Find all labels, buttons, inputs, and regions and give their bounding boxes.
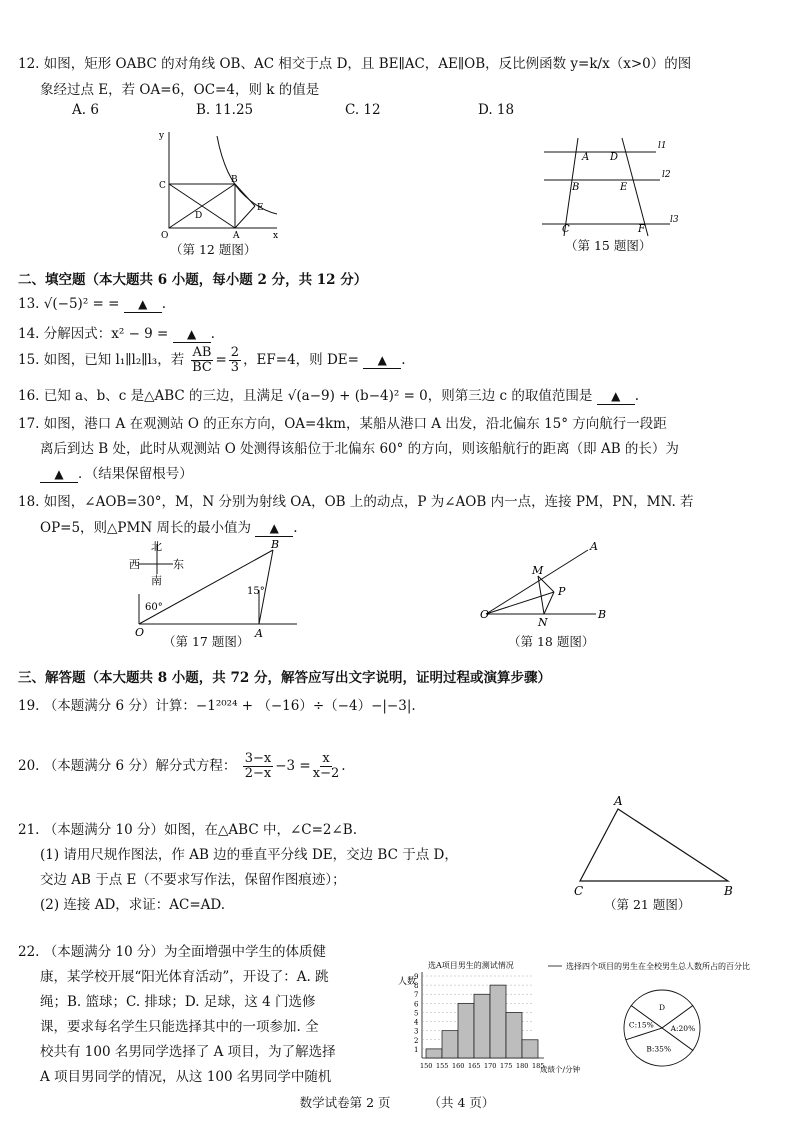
q15-val-den: 3: [230, 360, 240, 375]
q20-right-den: x−2: [312, 766, 340, 781]
fig12-label-c: C: [159, 181, 166, 191]
histogram-x-tick: 170: [484, 1062, 497, 1070]
fig15-label-l1: l1: [658, 141, 667, 151]
figure-18: [478, 540, 608, 635]
q12-option-c: C. 12: [345, 102, 381, 118]
histogram-bar: [522, 1040, 538, 1058]
q15-eq: =: [215, 352, 227, 368]
pie-svg: [540, 958, 790, 1078]
histogram-y-tick: 6: [414, 1000, 419, 1009]
figure-21: [570, 795, 740, 900]
q16-text: 16. 已知 a、b、c 是△ABC 的三边，且满足 √(a−9) + (b−4)² = 0，则第三边 c 的取值范围是: [18, 388, 593, 404]
histogram-x-tick: 180: [516, 1062, 529, 1070]
fig18-label-p: P: [558, 585, 566, 598]
fig15-label-a: A: [582, 152, 590, 163]
fig12-label-o: O: [161, 231, 169, 241]
figure-17: [125, 540, 305, 645]
fig21-label-a: A: [614, 794, 623, 808]
q15-val-num: 2: [230, 345, 240, 360]
q21-line3: 交边 AB 于点 E（不要求写作法，保留作图痕迹）；: [40, 872, 346, 888]
q18-blank: [255, 520, 293, 537]
fig17-label-west: 西: [129, 558, 140, 571]
fig17-label-15: 15°: [247, 586, 265, 597]
q17-line2: 离后到达 B 处，此时从观测站 O 处测得该船位于北偏东 60° 的方向，则该船航行的距离（即 AB 的长）为: [40, 441, 679, 457]
fig18-label-o: O: [480, 608, 490, 621]
histogram-y-tick: 5: [414, 1009, 419, 1018]
fig15-label-l3: l3: [670, 215, 679, 225]
q20-mid: −3 =: [275, 758, 311, 774]
q15-tail: .: [401, 352, 406, 368]
histogram-y-tick: 8: [414, 982, 419, 991]
q15-ratio-fraction: [191, 346, 214, 375]
histogram-x-tick: 160: [452, 1062, 465, 1070]
q20: [18, 752, 346, 781]
q13-expr: √(−5)² = =: [43, 296, 120, 312]
histogram-title: 选A项目男生的测试情况: [428, 961, 514, 970]
fig21-label-b: B: [724, 884, 733, 898]
fig18-label-n: N: [538, 616, 548, 629]
fig17-label-north: 北: [151, 540, 162, 553]
q20-right-num: x: [322, 751, 330, 766]
section-2-heading: 二、填空题（本大题共 6 小题，每小题 2 分，共 12 分）: [18, 272, 368, 288]
figure-12: [155, 128, 285, 243]
fig15-label-c: C: [562, 224, 570, 235]
answer-triangle-icon: ▲: [138, 297, 148, 311]
q16-tail: .: [634, 388, 639, 404]
histogram-y-tick: 2: [414, 1036, 419, 1045]
figure-15: [540, 132, 680, 242]
histogram-ylabel: 人数: [398, 977, 417, 987]
q22-line3: 绳；B. 篮球；C. 排球；D. 足球，这 4 门选修: [40, 994, 316, 1010]
histogram-x-tick: 155: [436, 1062, 449, 1070]
q15-pre: 15. 如图，已知 l₁∥l₂∥l₃，若: [18, 352, 185, 368]
q18-line2: [40, 516, 298, 537]
q16-blank: [597, 388, 635, 405]
pie-title: 选择四个项目的男生在全校男生总人数所占的百分比: [566, 962, 750, 971]
answer-triangle-icon: ▲: [187, 327, 197, 341]
q22-line1: 22. （本题满分 10 分）为全面增强中学生的体质健: [18, 944, 327, 960]
histogram-x-tick: 185: [532, 1062, 545, 1070]
q14-tail: .: [210, 326, 215, 342]
fig15-label-e: E: [620, 182, 628, 193]
fig15-label-f: F: [638, 224, 645, 235]
q15: [18, 346, 406, 375]
histogram-x-tick: 175: [500, 1062, 513, 1070]
q21-line4: (2) 连接 AD，求证：AC=AD.: [40, 897, 226, 913]
footer-total: （共 4 页）: [428, 1095, 495, 1110]
histogram-y-tick: 1: [414, 1045, 419, 1054]
histogram-y-tick: 7: [414, 991, 419, 1000]
q22-line6: A 项目男同学的情况，从这 100 名男同学中随机: [40, 1069, 332, 1085]
q15-frac-den: BC: [192, 360, 212, 375]
page-footer: [0, 1093, 794, 1111]
histogram-xlabel: 成绩个/分钟: [540, 1065, 581, 1074]
q20-pre: 20. （本题满分 6 分）解分式方程：: [18, 758, 237, 774]
section-3-heading: 三、解答题（本大题共 8 小题，共 72 分，解答应写出文字说明，证明过程或演算步骤）: [18, 670, 551, 686]
q15-value-fraction: [229, 346, 241, 375]
fig15-label-b: B: [572, 182, 580, 193]
fig17-label-east: 东: [173, 558, 184, 571]
fig12-label-x: x: [273, 231, 279, 241]
q20-right-fraction: [313, 752, 340, 781]
fig21-label-c: C: [574, 884, 584, 898]
histogram-bar: [426, 1049, 442, 1058]
fig12-label-e: E: [257, 203, 264, 213]
histogram-y-tick: 9: [414, 973, 419, 981]
fig18-caption: （第 18 题图）: [508, 634, 595, 649]
q13: [18, 296, 166, 313]
pie-slice-label: D: [658, 1003, 666, 1013]
pie-slice-label: A:20%: [670, 1024, 696, 1033]
q13-blank: [124, 296, 162, 313]
fig12-label-d: D: [195, 211, 203, 221]
fig15-caption: （第 15 题图）: [565, 238, 652, 253]
q14-blank: [173, 326, 211, 343]
pie-chart: [540, 958, 790, 1078]
fig15-label-d: D: [610, 152, 619, 163]
q21-line2: (1) 请用尺规作图法，作 AB 边的垂直平分线 DE，交边 BC 于点 D，: [40, 847, 458, 863]
q15-post: ，EF=4，则 DE=: [243, 352, 359, 368]
fig15-label-l2: l2: [662, 170, 671, 180]
q12-option-d: D. 18: [478, 102, 515, 118]
fig17-label-60: 60°: [145, 602, 163, 613]
histogram-bar: [506, 1012, 522, 1058]
histogram-y-tick: 4: [414, 1018, 419, 1027]
fig18-label-a: A: [590, 540, 598, 553]
q17-blank: [40, 466, 78, 483]
q12-option-a: A. 6: [72, 102, 99, 118]
q17-line3: [40, 462, 193, 483]
q22-line2: 康，某学校开展“阳光体育活动”，开设了：A. 跳: [40, 969, 329, 985]
histogram-bar: [458, 1003, 474, 1058]
histogram-x-tick: 165: [468, 1062, 481, 1070]
q20-left-fraction: [243, 752, 274, 781]
q14-text: 14. 分解因式：x² − 9 =: [18, 326, 169, 342]
q20-left-num: 3−x: [244, 751, 272, 766]
fig17-label-b: B: [271, 538, 280, 551]
fig21-caption: （第 21 题图）: [604, 897, 691, 912]
footer-page: 数学试卷第 2 页: [299, 1095, 391, 1110]
q18-line1: 18. 如图，∠AOB=30°，M，N 分别为射线 OA，OB 上的动点，P 为∠AOB 内一点，连接 PM，PN，MN. 若: [18, 494, 694, 510]
q18-line2-text: OP=5，则△PMN 周长的最小值为: [40, 520, 251, 536]
fig12-label-a: A: [233, 231, 240, 241]
fig17-label-south: 南: [151, 574, 162, 587]
q20-left-den: 2−x: [244, 766, 272, 781]
q13-tail: .: [161, 296, 167, 312]
fig12-label-b: B: [231, 175, 238, 185]
fig18-label-m: M: [532, 564, 544, 577]
fig17-caption: （第 17 题图）: [163, 634, 250, 649]
q17-line3-text: ．（结果保留根号）: [78, 466, 193, 482]
q12-line1: 12. 如图，矩形 OABC 的对角线 OB、AC 相交于点 D，且 BE∥AC，AE∥OB，反比例函数 y=k/x（x>0）的图: [18, 56, 692, 72]
fig12-label-y: y: [159, 131, 165, 141]
q16: [18, 384, 639, 405]
histogram-x-tick: 150: [420, 1062, 433, 1070]
histogram-bar: [490, 985, 506, 1058]
answer-triangle-icon: ▲: [269, 521, 279, 535]
q14: [18, 322, 215, 343]
q13-prefix: 13.: [18, 296, 40, 312]
fig17-label-a: A: [255, 627, 263, 640]
q12-line2: 象经过点 E，若 OA=6，OC=4，则 k 的值是: [40, 82, 320, 98]
q12-option-b: B. 11.25: [196, 102, 254, 118]
q22-line5: 校共有 100 名男同学选择了 A 项目，为了解选择: [40, 1044, 336, 1060]
answer-triangle-icon: ▲: [54, 467, 64, 481]
fig18-label-b: B: [598, 608, 607, 621]
pie-slice-label: C:15%: [628, 1020, 654, 1030]
histogram-y-tick: 3: [414, 1027, 419, 1036]
histogram-bar: [442, 1031, 458, 1058]
answer-triangle-icon: ▲: [611, 389, 621, 403]
q22-line4: 课，要求每名学生只能选择其中的一项参加. 全: [40, 1019, 319, 1035]
q20-tail: .: [341, 758, 346, 774]
fig12-caption: （第 12 题图）: [170, 242, 257, 257]
q15-blank: [363, 352, 401, 369]
q17-line1: 17. 如图，港口 A 在观测站 O 的正东方向，OA=4km，某船从港口 A 出发，沿北偏东 15° 方向航行一段距: [18, 416, 667, 432]
fig17-label-o: O: [135, 626, 145, 639]
answer-triangle-icon: ▲: [377, 353, 387, 367]
q15-frac-num: AB: [192, 345, 212, 360]
pie-slice-label: B:35%: [646, 1044, 672, 1054]
histogram-bar: [474, 994, 490, 1058]
q19: 19. （本题满分 6 分）计算：−1²⁰²⁴ + （−16）÷（−4）−|−3|.: [18, 698, 416, 714]
q18-tail: .: [293, 520, 298, 536]
q21-line1: 21. （本题满分 10 分）如图，在△ABC 中，∠C=2∠B.: [18, 822, 358, 838]
